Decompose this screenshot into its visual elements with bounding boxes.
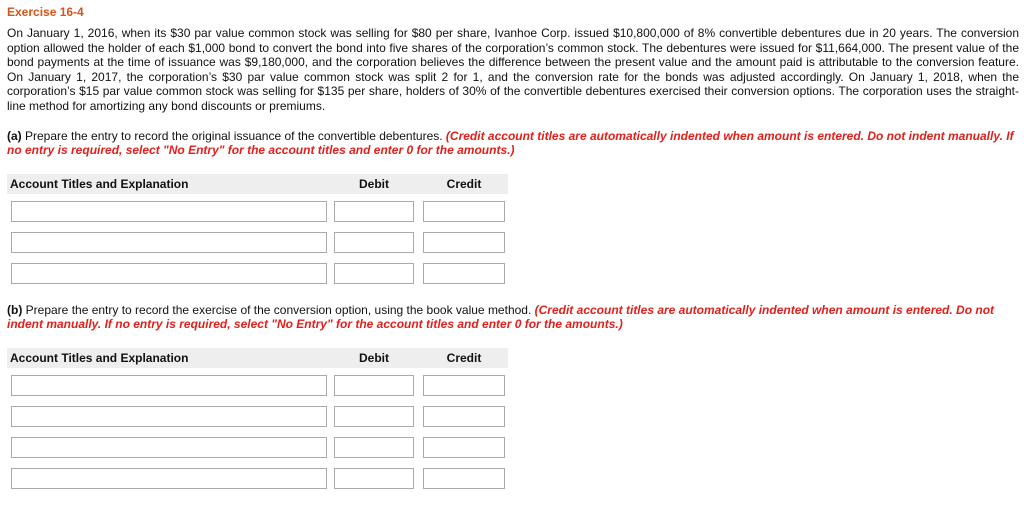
debit-input[interactable] <box>334 263 414 284</box>
header-credit: Credit <box>446 351 482 365</box>
account-title-input[interactable] <box>11 263 327 284</box>
table-row <box>7 399 508 430</box>
part-a-prompt: Prepare the entry to record the original issuance of the convertible debentures. <box>21 129 446 143</box>
account-title-input[interactable] <box>11 406 327 427</box>
part-b-note: (Credit account titles are automatically indented when amount is entered. Do not indent manually. If no entry is required, select "No Entry" for the account titles and enter 0 for the amounts.) <box>7 303 995 331</box>
table-row <box>7 368 508 399</box>
account-title-input[interactable] <box>11 468 327 489</box>
debit-input[interactable] <box>334 406 414 427</box>
table-row <box>7 194 508 225</box>
credit-input[interactable] <box>423 406 505 427</box>
table-row <box>7 430 508 461</box>
part-a-note: (Credit account titles are automatically indented when amount is entered. Do not indent manually. If no entry is required, select "No Entry" for the account titles and enter 0 for the amounts.) <box>7 129 1014 157</box>
credit-input[interactable] <box>423 468 505 489</box>
header-debit: Debit <box>359 351 389 365</box>
debit-input[interactable] <box>334 201 414 222</box>
credit-input[interactable] <box>423 263 505 284</box>
problem-statement: On January 1, 2016, when its $30 par value common stock was selling for $80 per share, Ivanhoe Corp. issued $10,800,000 of 8% convertible debentures due in 20 years. The conversion option allowed the holder of each $1,000 bond to convert the bond into five shares of the corporation’s common stock. The debentures were issued for $11,664,000. The present value of the bond payments at the time of issuance was $9,180,000, and the corporation believes the difference between the present value and the amount paid is attributable to the conversion feature. On January 1, 2017, the corporation’s $30 par value common stock was split 2 for 1, and the conversion rate for the bonds was adjusted accordingly. On January 1, 2018, when the corporation’s $15 par value common stock was selling for $135 per share, holders of 30% of the convertible debentures exercised their conversion options. The corporation uses the straight-line method for amortizing any bond discounts or premiums. <box>7 26 1019 113</box>
account-title-input[interactable] <box>11 375 327 396</box>
debit-input[interactable] <box>334 232 414 253</box>
part-a-instructions <box>7 129 1019 157</box>
account-title-input[interactable] <box>11 232 327 253</box>
debit-input[interactable] <box>334 437 414 458</box>
credit-input[interactable] <box>423 201 505 222</box>
credit-input[interactable] <box>423 232 505 253</box>
part-b-label: (b) <box>7 303 23 317</box>
credit-input[interactable] <box>423 437 505 458</box>
table-row <box>7 461 508 492</box>
table-header <box>7 174 508 194</box>
table-header <box>7 348 508 368</box>
header-debit: Debit <box>359 177 389 191</box>
credit-input[interactable] <box>423 375 505 396</box>
header-account-titles: Account Titles and Explanation <box>10 351 189 365</box>
header-account-titles: Account Titles and Explanation <box>10 177 189 191</box>
exercise-title: Exercise 16-4 <box>7 5 84 19</box>
journal-entry-table-b <box>7 348 508 492</box>
table-row <box>7 225 508 256</box>
part-b-prompt: Prepare the entry to record the exercise of the conversion option, using the book value method. <box>22 303 535 317</box>
account-title-input[interactable] <box>11 201 327 222</box>
table-row <box>7 256 508 287</box>
part-a-label: (a) <box>7 129 22 143</box>
part-b-instructions <box>7 303 1019 331</box>
debit-input[interactable] <box>334 468 414 489</box>
header-credit: Credit <box>446 177 482 191</box>
account-title-input[interactable] <box>11 437 327 458</box>
journal-entry-table-a <box>7 174 508 287</box>
debit-input[interactable] <box>334 375 414 396</box>
